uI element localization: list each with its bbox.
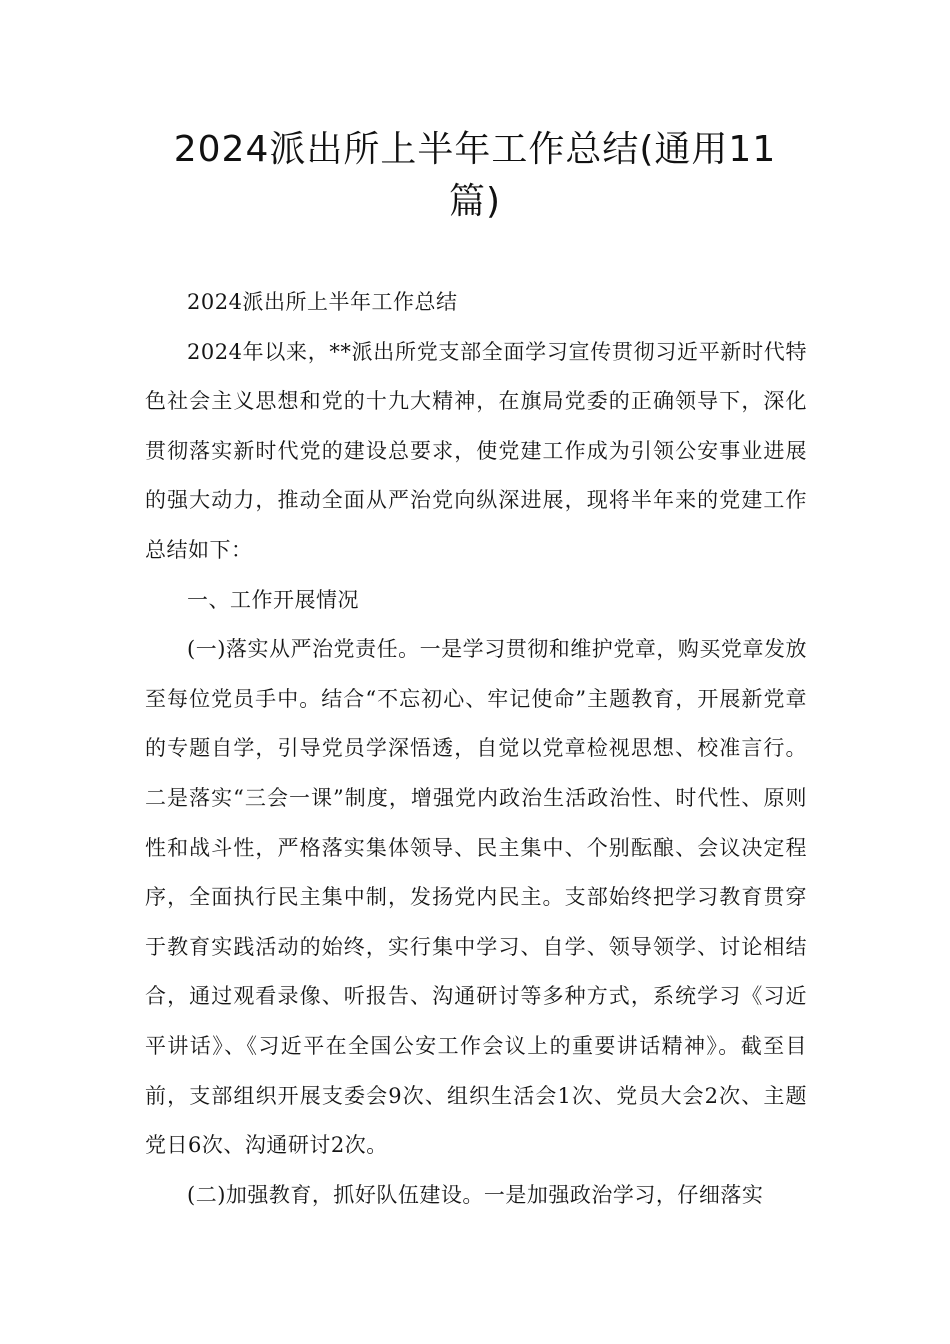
section-heading: 2024派出所上半年工作总结	[187, 290, 458, 314]
chapter-heading: 一、工作开展情况	[187, 587, 359, 612]
title-line-2: 篇)	[448, 181, 502, 222]
intro-paragraph: 2024年以来，**派出所党支部全面学习宣传贯彻习近平新时代特色社会主义思想和党的十九大精神，在旗局党委的正确领导下，深化贯彻落实新时代党的建设总要求，使党建工作成为引领公安事业进展的强大动力，推动全面从严治党向纵深进展，现将半年来的党建工作总结如下：	[145, 339, 807, 562]
document-title	[150, 124, 800, 228]
document-body	[145, 278, 807, 1220]
body-paragraph: (二)加强教育，抓好队伍建设。一是加强政治学习，仔细落实	[187, 1182, 764, 1207]
title-line-1: 2024派出所上半年工作总结(通用11	[173, 129, 777, 170]
body-paragraph: (一)落实从严治党责任。一是学习贯彻和维护党章，购买党章发放至每位党员手中。结合“不忘初心、牢记使命”主题教育，开展新党章的专题自学，引导党员学深悟透，自觉以党章检视思想、校准言行。二是落实“三会一课”制度，增强党内政治生活政治性、时代性、原则性和战斗性，严格落实集体领导、民主集中、个别酝酿、会议决定程序，全面执行民主集中制，发扬党内民主。支部始终把学习教育贯穿于教育实践活动的始终，实行集中学习、自学、领导领学、讨论相结合，通过观看录像、听报告、沟通研讨等多种方式，系统学习《习近平讲话》、《习近平在全国公安工作会议上的重要讲话精神》。截至目前，支部组织开展支委会9次、组织生活会1次、党员大会2次、主题党日6次、沟通研讨2次。	[145, 637, 807, 1158]
